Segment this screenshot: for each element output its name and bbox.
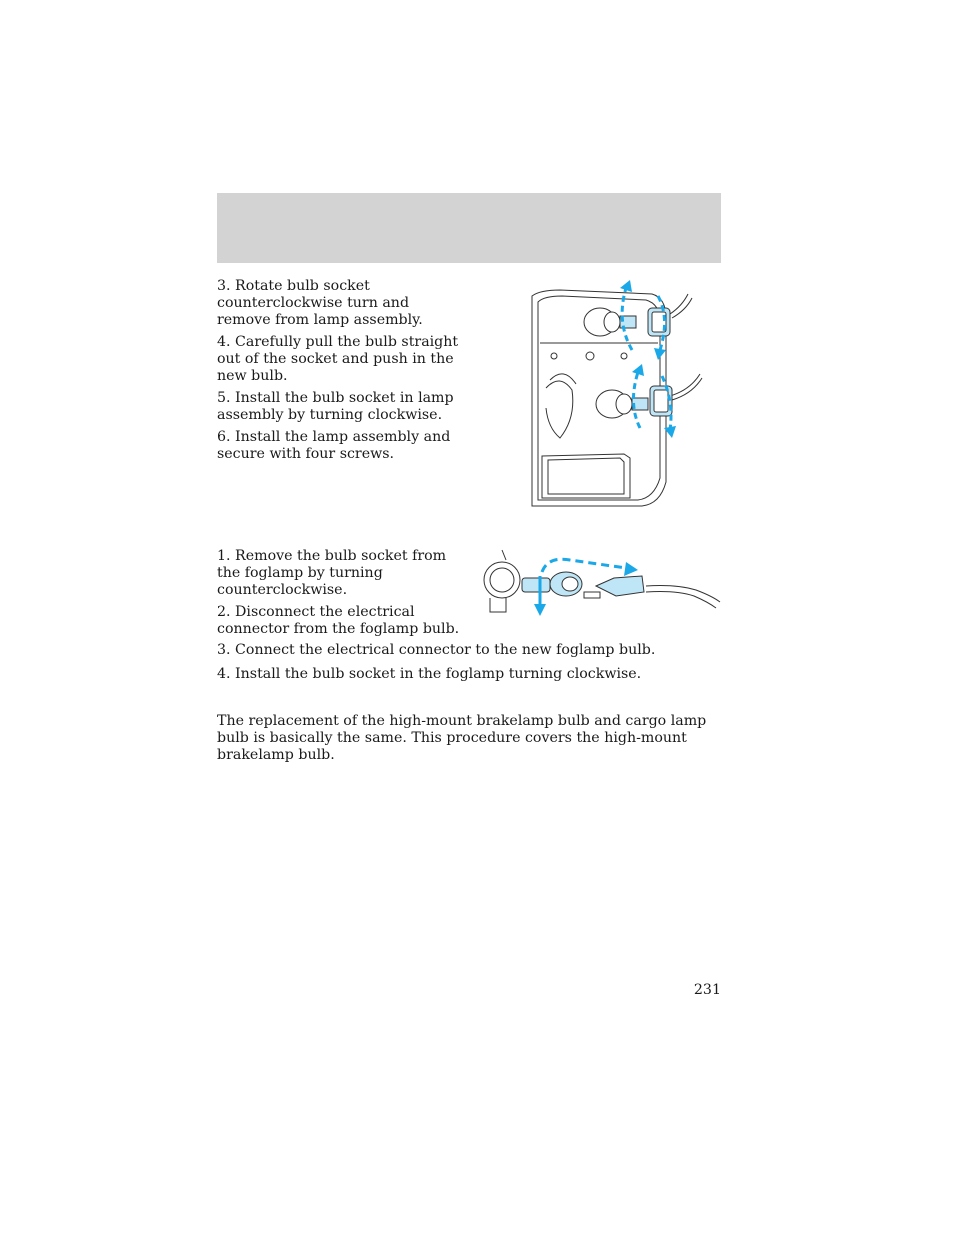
foglamp-step-4: 4. Install the bulb socket in the foglamp turning clockwise. (217, 666, 642, 682)
taillamp-step-4: 4. Carefully pull the bulb straight out of the socket and push in the new bulb. (217, 334, 459, 384)
taillamp-steps (217, 278, 462, 468)
section-header-band (217, 193, 721, 263)
foglamp-steps-lower (217, 642, 721, 690)
taillamp-step-5: 5. Install the bulb socket in lamp assembly by turning clockwise. (217, 390, 454, 423)
foglamp-illustration (476, 546, 726, 618)
foglamp-step-1: 1. Remove the bulb socket from the foglamp by turning counterclockwise. (217, 548, 447, 598)
foglamp-steps-upper (217, 548, 467, 643)
foglamp-step-2: 2. Disconnect the electrical connector from the foglamp bulb. (217, 604, 460, 637)
taillamp-step-3: 3. Rotate bulb socket counterclockwise turn and remove from lamp assembly. (217, 278, 423, 328)
taillamp-illustration (520, 278, 720, 510)
taillamp-step-6: 6. Install the lamp assembly and secure with four screws. (217, 429, 451, 462)
brakelamp-intro-paragraph: The replacement of the high-mount brakelamp bulb and cargo lamp bulb is basically the same. This procedure covers the high-mount brakelamp bulb. (217, 713, 707, 763)
foglamp-step-3: 3. Connect the electrical connector to the new foglamp bulb. (217, 642, 656, 658)
page-number: 231 (693, 982, 721, 998)
